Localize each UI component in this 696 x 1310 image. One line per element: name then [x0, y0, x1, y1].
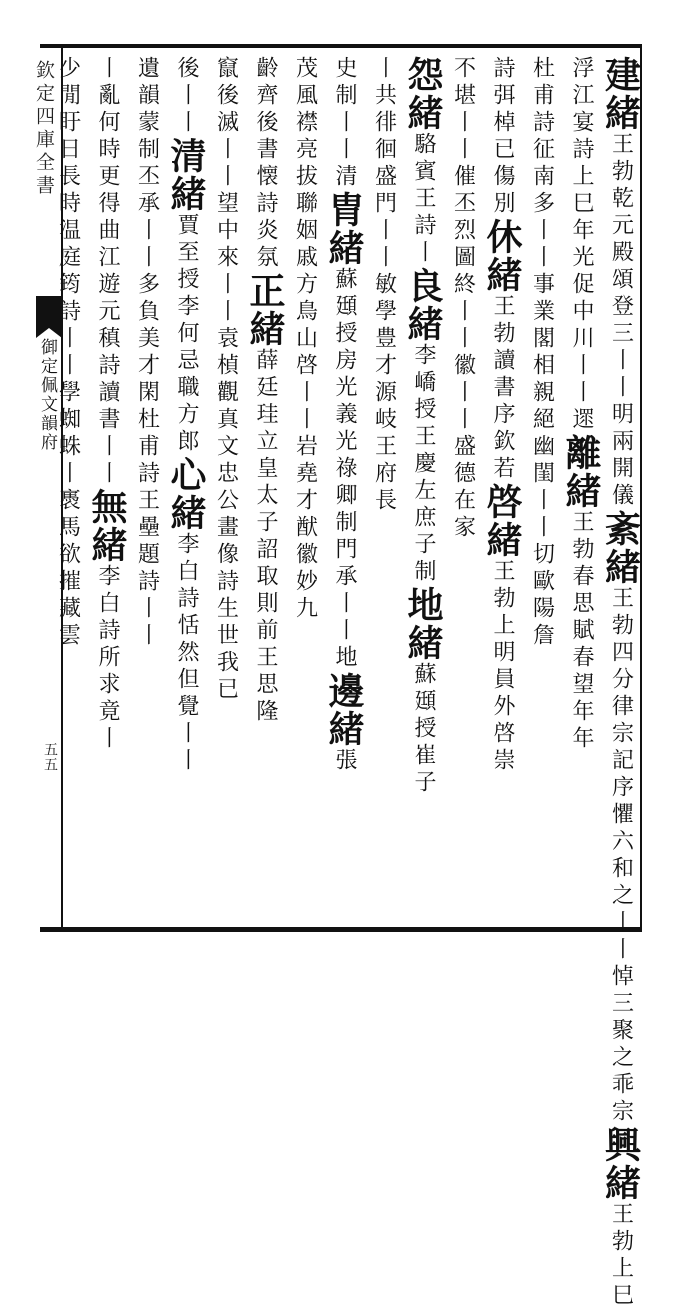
- annotation-text: 史制丨丨清: [332, 56, 357, 191]
- headword: 怨緒: [402, 56, 444, 132]
- annotation-text: 少閒盱日長時温庭筠詩丨丨學蜘蛛丨褭馬欲摧藏雲: [55, 56, 81, 650]
- annotation-text: 浮江宴詩上巳年光促中川丨丨遝: [569, 56, 594, 434]
- text-column: [245, 56, 285, 918]
- annotation-text: 王勃上明員外啓崇: [490, 559, 515, 775]
- text-column: [403, 56, 443, 918]
- top-border-rule: [40, 44, 642, 48]
- headword: 清緒: [165, 137, 207, 213]
- annotation-text: 丨亂何時更得曲江遊元稹詩讀書丨丨: [95, 56, 120, 488]
- annotation-text: 賈至授李何忌職方郎: [174, 213, 199, 456]
- annotation-text: 蘇頲授房光義光祿卿制門承丨丨地: [332, 267, 357, 672]
- text-column: [599, 56, 642, 1310]
- annotation-text: 李白詩所求竟丨: [95, 564, 120, 753]
- annotation-text: 遺韻蒙制丕承丨丨多負美才閑杜甫詩王壘題詩丨丨: [134, 56, 160, 650]
- annotation-text: 不堪丨丨催丕烈圖終丨丨徽丨丨盛德在家: [450, 56, 476, 542]
- annotation-text: 杜甫詩征南多丨丨事業閣相親絕幽閨丨丨切歐陽詹: [529, 56, 555, 650]
- annotation-text: 後丨丨: [174, 56, 199, 137]
- page-number: 五五: [42, 742, 58, 772]
- text-column: [127, 56, 167, 918]
- annotation-text: 王勃上巳: [608, 1202, 634, 1310]
- text-column: [364, 56, 404, 918]
- headword: 紊緒: [599, 510, 642, 586]
- text-column: [166, 56, 206, 918]
- annotation-text: 王勃讀書序欽若: [490, 294, 515, 483]
- annotation-text: 竄後滅丨丨望中來丨丨袁楨觀真文忠公畫像詩生世我已: [213, 56, 239, 704]
- headword: 離緒: [560, 434, 602, 510]
- text-column: [561, 56, 601, 918]
- text-column: [324, 56, 364, 918]
- annotation-text: 王勃春思賦春望年年: [569, 510, 594, 753]
- text-column: [87, 56, 127, 918]
- collection-title: 欽定四庫全書: [33, 60, 55, 198]
- text-column: [285, 56, 325, 918]
- annotation-text: 詩弭棹已傷別: [490, 56, 515, 218]
- headword: 心緒: [165, 456, 207, 532]
- headword: 邊緒: [323, 672, 365, 748]
- text-column: [48, 56, 88, 918]
- headword: 地緒: [402, 586, 444, 662]
- headword: 興緒: [599, 1126, 642, 1202]
- headword: 休緒: [481, 218, 523, 294]
- annotation-text: 李白詩恬然但覺丨丨: [174, 532, 199, 775]
- annotation-text: 李嶠授王慶左庶子制: [411, 343, 436, 586]
- annotation-text: 王勃乾元殿頌登三丨丨明兩開儀: [608, 132, 634, 510]
- annotation-text: 齡齊後書懐詩炎氛: [253, 56, 278, 272]
- annotation-text: 駱賓王詩丨: [411, 132, 436, 267]
- annotation-text: 茂風襟亮拔聯姻戚方鳥山啓丨丨岩堯才猷徽妙九: [292, 56, 318, 623]
- bottom-border-rule: [40, 927, 642, 932]
- headword: 無緒: [86, 488, 128, 564]
- text-column: [443, 56, 483, 918]
- headword: 建緒: [599, 56, 642, 132]
- annotation-text: 張: [332, 748, 357, 775]
- annotation-text: 王勃四分律宗記序懼六和之丨丨悼三聚之乖宗: [608, 586, 634, 1126]
- book-title: 御定佩文韻府: [37, 338, 57, 452]
- headword: 胄緒: [323, 191, 365, 267]
- text-column: [482, 56, 522, 918]
- headword: 良緒: [402, 267, 444, 343]
- annotation-text: 丨共徘徊盛門丨丨敏學豊才源岐王府長: [371, 56, 397, 515]
- annotation-text: 蘇頲授崔子: [411, 662, 436, 797]
- text-column: [522, 56, 562, 918]
- headword: 正緒: [244, 272, 286, 348]
- annotation-text: 薛廷珪立皇太子詔取則前王思隆: [253, 348, 278, 726]
- text-column: [206, 56, 246, 918]
- headword: 啓緒: [481, 483, 523, 559]
